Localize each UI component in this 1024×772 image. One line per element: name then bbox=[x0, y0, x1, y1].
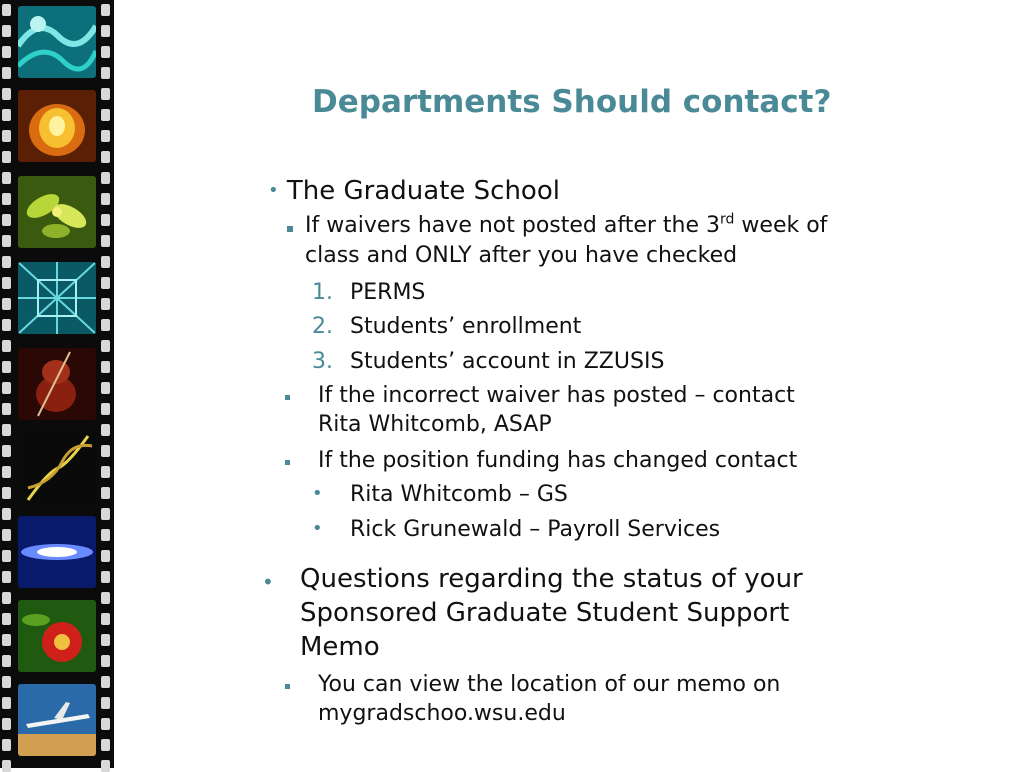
square-bullet-icon bbox=[285, 684, 290, 689]
sub-incorrect-waiver-line1: If the incorrect waiver has posted – contact bbox=[318, 383, 795, 408]
frame-abstract-swirl-image bbox=[18, 6, 96, 78]
sprocket-hole bbox=[2, 67, 11, 79]
fire-flower-image bbox=[18, 90, 96, 162]
geometric-lattice-image bbox=[18, 262, 96, 334]
sprocket-hole bbox=[2, 718, 11, 730]
light-burst-image bbox=[18, 516, 96, 588]
bullet-dot-icon: • bbox=[262, 570, 274, 594]
sprocket-hole bbox=[2, 571, 11, 583]
sprocket-hole bbox=[101, 634, 110, 646]
sprocket-hole bbox=[2, 445, 11, 457]
memo-location-url: mygradschoo.wsu.edu bbox=[318, 701, 566, 726]
sprocket-hole bbox=[101, 466, 110, 478]
sprocket-hole bbox=[101, 319, 110, 331]
sprocket-hole bbox=[2, 529, 11, 541]
frame-dna-helix-image bbox=[18, 432, 96, 504]
number-1: 1. bbox=[312, 280, 333, 305]
sprocket-hole bbox=[2, 361, 11, 373]
sprocket-hole bbox=[2, 382, 11, 394]
bullet-dot-icon: • bbox=[268, 180, 279, 201]
sprocket-hole bbox=[2, 508, 11, 520]
sprocket-hole bbox=[101, 760, 110, 772]
sprocket-column-right bbox=[101, 0, 111, 768]
sprocket-hole bbox=[2, 550, 11, 562]
sprocket-hole bbox=[101, 256, 110, 268]
contact-rita: Rita Whitcomb – GS bbox=[350, 482, 568, 507]
frame-violin-image bbox=[18, 348, 96, 420]
questions-line3: Memo bbox=[300, 632, 380, 662]
sprocket-hole bbox=[101, 214, 110, 226]
sprocket-hole bbox=[2, 46, 11, 58]
sub-incorrect-waiver-line2: Rita Whitcomb, ASAP bbox=[318, 412, 552, 437]
sprocket-hole bbox=[2, 172, 11, 184]
superscript-rd: rd bbox=[720, 211, 735, 228]
sprocket-hole bbox=[101, 508, 110, 520]
number-2: 2. bbox=[312, 314, 333, 339]
bullet-dot-icon: • bbox=[312, 483, 323, 504]
sprocket-hole bbox=[2, 739, 11, 751]
sprocket-hole bbox=[101, 487, 110, 499]
frame-light-burst-image bbox=[18, 516, 96, 588]
sprocket-hole bbox=[101, 4, 110, 16]
sprocket-hole bbox=[2, 88, 11, 100]
sprocket-hole bbox=[2, 193, 11, 205]
questions-line2: Sponsored Graduate Student Support bbox=[300, 598, 790, 628]
sprocket-hole bbox=[101, 235, 110, 247]
sprocket-hole bbox=[2, 634, 11, 646]
sprocket-hole bbox=[101, 361, 110, 373]
sprocket-hole bbox=[101, 571, 110, 583]
sprocket-hole bbox=[2, 466, 11, 478]
sprocket-hole bbox=[101, 193, 110, 205]
sprocket-hole bbox=[2, 592, 11, 604]
sprocket-hole bbox=[2, 403, 11, 415]
sprocket-hole bbox=[2, 109, 11, 121]
red-flower-image bbox=[18, 600, 96, 672]
sprocket-hole bbox=[101, 277, 110, 289]
sprocket-hole bbox=[2, 235, 11, 247]
square-bullet-icon bbox=[287, 226, 293, 232]
sprocket-hole bbox=[2, 130, 11, 142]
square-bullet-icon bbox=[285, 460, 290, 465]
violin-image bbox=[18, 348, 96, 420]
sprocket-hole bbox=[101, 592, 110, 604]
sprocket-hole bbox=[101, 88, 110, 100]
sub-position-funding: If the position funding has changed contact bbox=[318, 448, 798, 473]
sprocket-hole bbox=[2, 319, 11, 331]
green-leaves-image bbox=[18, 176, 96, 248]
sprocket-hole bbox=[101, 109, 110, 121]
numbered-item-perms: PERMS bbox=[350, 280, 426, 305]
sprocket-hole bbox=[101, 739, 110, 751]
frame-geometric-lattice-image bbox=[18, 262, 96, 334]
sprocket-hole bbox=[2, 298, 11, 310]
numbered-item-account: Students’ account in ZZUSIS bbox=[350, 349, 665, 374]
sprocket-hole bbox=[2, 340, 11, 352]
sprocket-hole bbox=[2, 487, 11, 499]
memo-location-line1: You can view the location of our memo on bbox=[318, 672, 781, 697]
sprocket-hole bbox=[101, 340, 110, 352]
sprocket-column-left bbox=[2, 0, 12, 768]
sub-waivers-line2: class and ONLY after you have checked bbox=[305, 243, 738, 268]
airplane-image bbox=[18, 684, 96, 756]
questions-line1: Questions regarding the status of your bbox=[300, 564, 803, 594]
frame-green-leaves-image bbox=[18, 176, 96, 248]
sprocket-hole bbox=[101, 655, 110, 667]
sprocket-hole bbox=[2, 697, 11, 709]
sprocket-hole bbox=[101, 46, 110, 58]
bullet-graduate-school bbox=[268, 176, 560, 206]
filmstrip bbox=[0, 0, 114, 768]
abstract-swirl-image bbox=[18, 6, 96, 78]
numbered-item-enrollment: Students’ enrollment bbox=[350, 314, 582, 339]
sprocket-hole bbox=[2, 613, 11, 625]
contact-rick: Rick Grunewald – Payroll Services bbox=[350, 517, 721, 542]
sprocket-hole bbox=[101, 445, 110, 457]
frame-red-flower-image bbox=[18, 600, 96, 672]
frame-fire-flower-image bbox=[18, 90, 96, 162]
sprocket-hole bbox=[2, 676, 11, 688]
sprocket-hole bbox=[101, 130, 110, 142]
sprocket-hole bbox=[101, 718, 110, 730]
sprocket-hole bbox=[101, 676, 110, 688]
sprocket-hole bbox=[101, 172, 110, 184]
square-bullet-icon bbox=[285, 395, 290, 400]
sprocket-hole bbox=[101, 403, 110, 415]
sprocket-hole bbox=[2, 256, 11, 268]
sprocket-hole bbox=[2, 4, 11, 16]
waivers-text-end: week of bbox=[734, 213, 828, 238]
frame-airplane-image bbox=[18, 684, 96, 756]
sprocket-hole bbox=[101, 697, 110, 709]
sprocket-hole bbox=[101, 382, 110, 394]
sprocket-hole bbox=[101, 424, 110, 436]
sprocket-hole bbox=[101, 298, 110, 310]
sprocket-hole bbox=[101, 613, 110, 625]
sprocket-hole bbox=[2, 760, 11, 772]
sub-waivers-line1 bbox=[305, 213, 827, 238]
sprocket-hole bbox=[2, 424, 11, 436]
number-3: 3. bbox=[312, 349, 333, 374]
sprocket-hole bbox=[101, 151, 110, 163]
sprocket-hole bbox=[2, 25, 11, 37]
sprocket-hole bbox=[2, 277, 11, 289]
sprocket-hole bbox=[101, 529, 110, 541]
dna-helix-image bbox=[18, 432, 96, 504]
slide-title: Departments Should contact? bbox=[312, 84, 832, 120]
bullet-dot-icon: • bbox=[312, 518, 323, 539]
sprocket-hole bbox=[101, 25, 110, 37]
waivers-text: If waivers have not posted after the 3 bbox=[305, 213, 721, 238]
bullet-text: The Graduate School bbox=[286, 176, 560, 206]
sprocket-hole bbox=[101, 67, 110, 79]
sprocket-hole bbox=[2, 655, 11, 667]
sprocket-hole bbox=[2, 151, 11, 163]
sprocket-hole bbox=[101, 550, 110, 562]
sprocket-hole bbox=[2, 214, 11, 226]
